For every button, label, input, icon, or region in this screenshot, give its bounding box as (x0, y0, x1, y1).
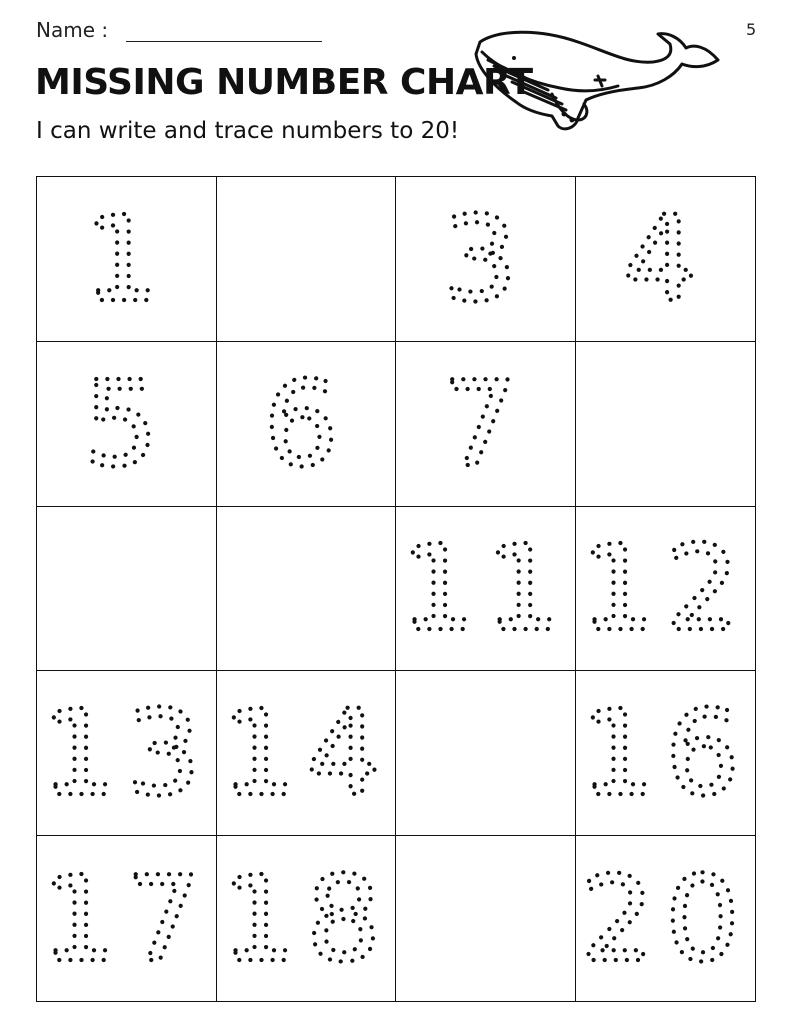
dotted-number (580, 844, 750, 994)
number-cell[interactable] (576, 671, 756, 836)
number-cell[interactable] (37, 177, 217, 342)
dotted-number (41, 678, 211, 828)
dotted-number (400, 678, 570, 828)
number-cell[interactable] (217, 671, 397, 836)
svg-text:17: 17 (41, 849, 212, 988)
svg-text:20: 20 (580, 849, 751, 988)
svg-text:6: 6 (263, 354, 349, 493)
dotted-number (221, 678, 391, 828)
dotted-number (580, 184, 750, 334)
dotted-number (400, 844, 570, 994)
number-cell[interactable] (576, 342, 756, 507)
svg-text:7: 7 (442, 354, 528, 493)
svg-text:16: 16 (580, 684, 751, 823)
svg-text:3: 3 (442, 189, 528, 328)
number-cell[interactable] (396, 342, 576, 507)
number-cell[interactable] (217, 177, 397, 342)
dotted-number (41, 513, 211, 663)
number-cell[interactable] (576, 507, 756, 672)
number-cell[interactable] (37, 507, 217, 672)
dotted-number (400, 349, 570, 499)
number-cell[interactable] (396, 507, 576, 672)
dotted-number (580, 349, 750, 499)
dotted-number (41, 184, 211, 334)
number-cell[interactable] (396, 836, 576, 1001)
svg-text:18: 18 (220, 849, 391, 988)
whale-icon (468, 24, 730, 142)
number-cell[interactable] (217, 507, 397, 672)
dotted-number (400, 513, 570, 663)
svg-text:11: 11 (400, 519, 571, 658)
number-cell[interactable] (37, 671, 217, 836)
page-number: 5 (746, 20, 757, 39)
number-cell[interactable] (217, 342, 397, 507)
svg-text:4: 4 (622, 189, 708, 328)
missing-number-grid (36, 176, 756, 1002)
name-line[interactable] (126, 41, 322, 42)
number-cell[interactable] (396, 177, 576, 342)
number-cell[interactable] (576, 836, 756, 1001)
dotted-number (221, 844, 391, 994)
dotted-number (580, 678, 750, 828)
dotted-number (221, 349, 391, 499)
name-label: Name : (36, 18, 109, 42)
dotted-number (221, 513, 391, 663)
dotted-number (221, 184, 391, 334)
svg-text:1: 1 (83, 189, 169, 328)
number-cell[interactable] (37, 836, 217, 1001)
dotted-number (41, 844, 211, 994)
svg-text:12: 12 (580, 519, 751, 658)
dotted-number (400, 184, 570, 334)
page-title: MISSING NUMBER CHART (35, 62, 533, 103)
page-subtitle: I can write and trace numbers to 20! (36, 118, 460, 144)
svg-text:13: 13 (41, 684, 212, 823)
svg-text:14: 14 (220, 684, 391, 823)
svg-text:5: 5 (83, 354, 169, 493)
number-cell[interactable] (37, 342, 217, 507)
number-cell[interactable] (576, 177, 756, 342)
dotted-number (41, 349, 211, 499)
number-cell[interactable] (217, 836, 397, 1001)
number-cell[interactable] (396, 671, 576, 836)
dotted-number (580, 513, 750, 663)
